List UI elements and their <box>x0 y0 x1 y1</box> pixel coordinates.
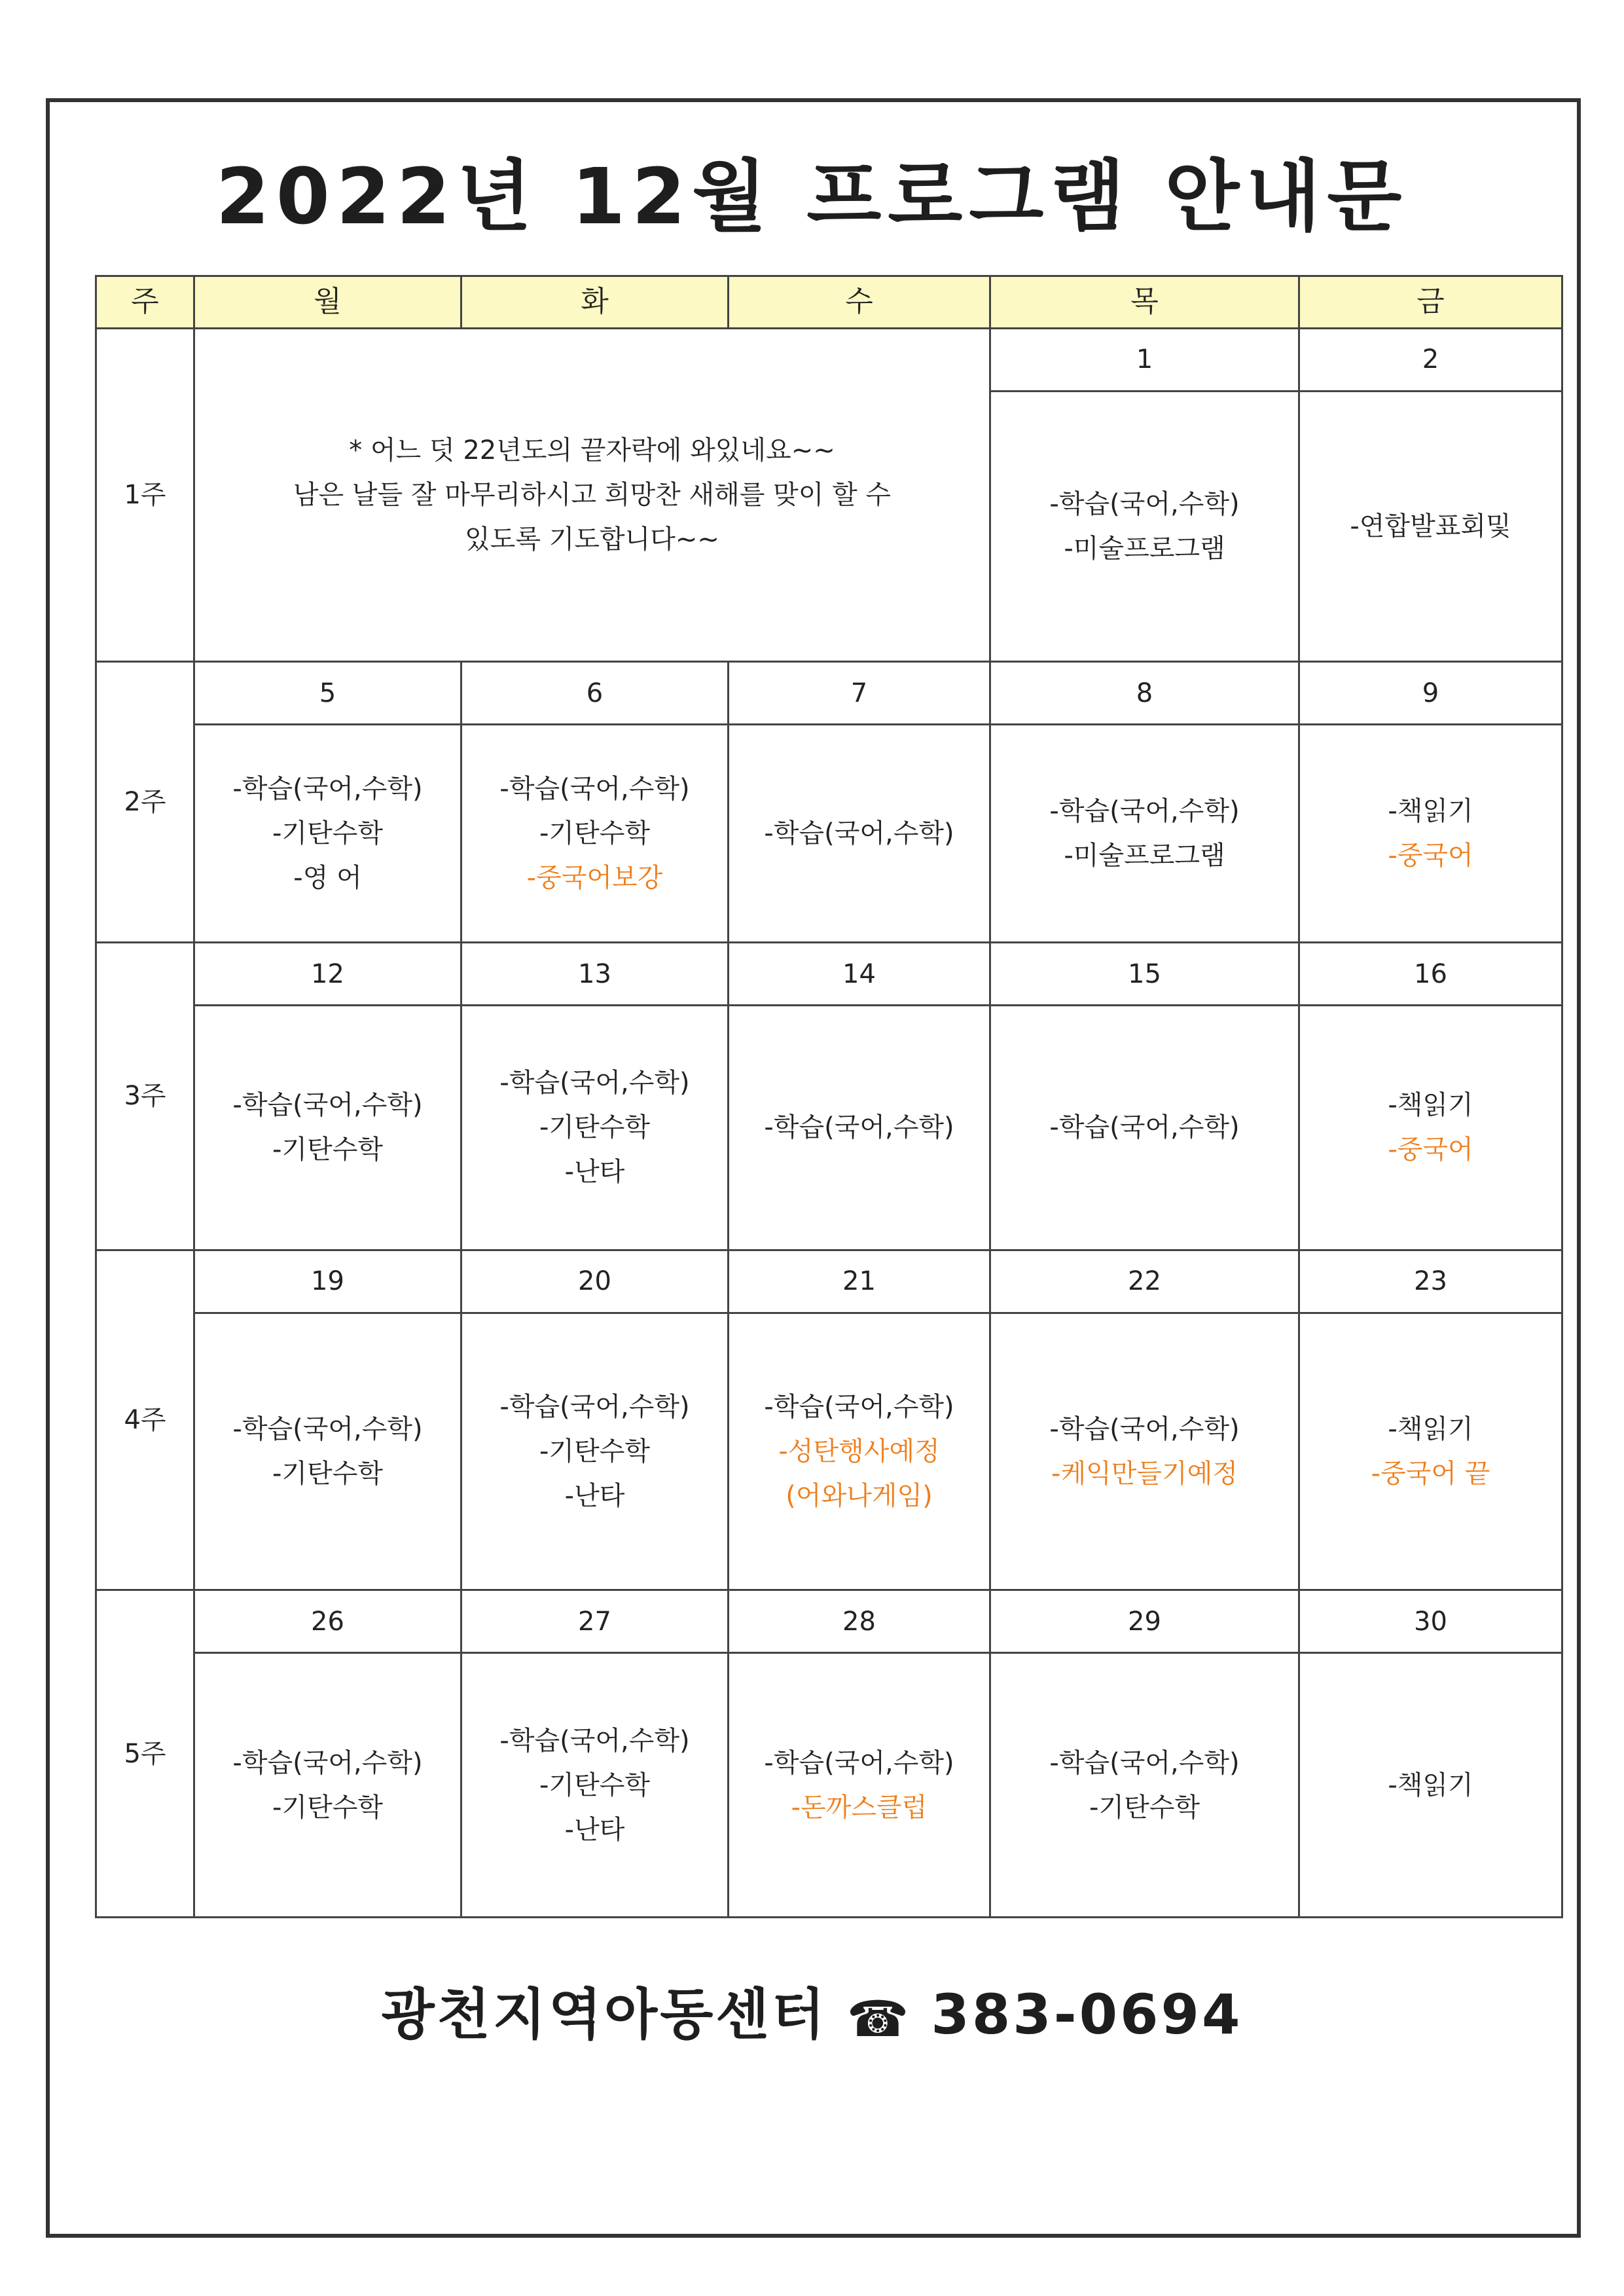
page-title: 2022년 12월 프로그램 안내문 <box>215 151 1409 242</box>
date-number: 9 <box>1299 662 1562 725</box>
notice-message <box>194 328 990 662</box>
day-activities <box>461 1313 729 1590</box>
week3-date-row <box>96 943 1562 1006</box>
footer-contact <box>0 1971 1624 2050</box>
date-number: 29 <box>990 1590 1299 1653</box>
date-number: 20 <box>461 1250 729 1313</box>
activity: -학습(국어,수학) <box>764 1747 954 1778</box>
day-activities <box>461 1653 729 1918</box>
week4-activity-row <box>96 1313 1562 1590</box>
activity: -학습(국어,수학) <box>232 1413 423 1444</box>
activity: -학습(국어,수학) <box>1049 796 1240 827</box>
program-calendar <box>95 275 1563 1918</box>
day-activities <box>990 1313 1299 1590</box>
day-activities <box>194 1313 461 1590</box>
day-activities <box>461 1006 729 1250</box>
activity: -영 어 <box>293 863 362 894</box>
day-activities <box>194 1006 461 1250</box>
date-number: 7 <box>729 662 990 725</box>
activity: -책읽기 <box>1388 796 1473 827</box>
activity: -기탄수학 <box>272 818 383 849</box>
date-number: 30 <box>1299 1590 1562 1653</box>
day-activities <box>194 725 461 943</box>
header-mon: 월 <box>194 276 461 329</box>
phone-icon: ☎ <box>846 1989 912 2048</box>
activity: -학습(국어,수학) <box>1049 1747 1240 1778</box>
activity: -기탄수학 <box>1089 1792 1200 1823</box>
week5-date-row <box>96 1590 1562 1653</box>
activity: -학습(국어,수학) <box>499 1391 690 1422</box>
activity: -기탄수학 <box>272 1792 383 1823</box>
day-activities <box>461 725 729 943</box>
day-activities <box>1299 725 1562 943</box>
special-activity: -중국어 <box>1388 841 1473 871</box>
day-activities <box>990 725 1299 943</box>
date-number: 28 <box>729 1590 990 1653</box>
day-activities <box>1299 1313 1562 1590</box>
activity: -학습(국어,수학) <box>1049 1112 1240 1143</box>
date-number: 22 <box>990 1250 1299 1313</box>
activity: -학습(국어,수학) <box>1049 1413 1240 1444</box>
date-number: 6 <box>461 662 729 725</box>
activity: -학습(국어,수학) <box>764 1112 954 1143</box>
activity: -학습(국어,수학) <box>499 774 690 805</box>
day-activities <box>990 1653 1299 1918</box>
header-fri: 금 <box>1299 276 1562 329</box>
activity: -난타 <box>564 1814 625 1845</box>
activity: -기탄수학 <box>539 818 650 849</box>
header-wed: 수 <box>729 276 990 329</box>
date-number: 8 <box>990 662 1299 725</box>
date-number: 21 <box>729 1250 990 1313</box>
activity: -기탄수학 <box>272 1135 383 1165</box>
special-activity: -돈까스클럽 <box>791 1792 928 1823</box>
special-activity: -케익만들기예정 <box>1051 1458 1238 1489</box>
activity: -연합발표회및 <box>1350 511 1511 541</box>
date-number: 26 <box>194 1590 461 1653</box>
date-number: 23 <box>1299 1250 1562 1313</box>
activity: -기탄수학 <box>539 1112 650 1143</box>
notice-line: 남은 날들 잘 마무리하시고 희망찬 새해를 맞이 할 수 <box>293 480 892 511</box>
date-number: 12 <box>194 943 461 1006</box>
activity: -학습(국어,수학) <box>1049 489 1240 519</box>
date-number: 5 <box>194 662 461 725</box>
activity: -난타 <box>564 1157 625 1188</box>
day-activities <box>1299 1006 1562 1250</box>
activity: -책읽기 <box>1388 1090 1473 1121</box>
date-number: 2 <box>1299 328 1562 391</box>
phone-number: 383-0694 <box>931 1982 1243 2047</box>
activity: -기탄수학 <box>539 1436 650 1467</box>
date-number: 13 <box>461 943 729 1006</box>
day-activities <box>729 1006 990 1250</box>
special-activity: (어와나게임) <box>785 1480 933 1511</box>
date-number: 14 <box>729 943 990 1006</box>
header-tue: 화 <box>461 276 729 329</box>
activity: -난타 <box>564 1480 625 1511</box>
header-week: 주 <box>96 276 194 329</box>
activity: -학습(국어,수학) <box>764 1391 954 1422</box>
day-activities <box>1299 1653 1562 1918</box>
week4-date-row <box>96 1250 1562 1313</box>
activity: -책읽기 <box>1388 1413 1473 1444</box>
special-activity: -중국어 끝 <box>1371 1458 1490 1489</box>
week-label: 1주 <box>96 328 194 662</box>
day-activities <box>990 391 1299 662</box>
date-number: 27 <box>461 1590 729 1653</box>
day-activities <box>194 1653 461 1918</box>
header-row <box>96 276 1562 329</box>
activity: -학습(국어,수학) <box>499 1068 690 1099</box>
activity: -기탄수학 <box>272 1458 383 1489</box>
activity: -학습(국어,수학) <box>232 1090 423 1121</box>
date-number: 19 <box>194 1250 461 1313</box>
day-activities <box>729 725 990 943</box>
special-activity: -성탄행사예정 <box>778 1436 940 1467</box>
activity: -학습(국어,수학) <box>232 774 423 805</box>
date-number: 16 <box>1299 943 1562 1006</box>
week2-date-row <box>96 662 1562 725</box>
special-activity: -중국어보강 <box>526 863 663 894</box>
header-thu: 목 <box>990 276 1299 329</box>
week1-date-row <box>96 328 1562 391</box>
activity: -미술프로그램 <box>1064 841 1225 871</box>
center-name: 광천지역아동센터 <box>381 1982 827 2047</box>
week2-activity-row <box>96 725 1562 943</box>
week3-activity-row <box>96 1006 1562 1250</box>
activity: -학습(국어,수학) <box>764 818 954 849</box>
day-activities <box>729 1653 990 1918</box>
notice-line: 있도록 기도합니다~~ <box>465 524 719 555</box>
week5-activity-row <box>96 1653 1562 1918</box>
activity: -기탄수학 <box>539 1770 650 1800</box>
activity: -책읽기 <box>1388 1770 1473 1800</box>
day-activities <box>990 1006 1299 1250</box>
week-label: 5주 <box>96 1590 194 1918</box>
date-number: 15 <box>990 943 1299 1006</box>
week-label: 3주 <box>96 943 194 1250</box>
date-number: 1 <box>990 328 1299 391</box>
activity: -학습(국어,수학) <box>499 1725 690 1756</box>
day-activities <box>1299 391 1562 662</box>
activity: -학습(국어,수학) <box>232 1747 423 1778</box>
week-label: 2주 <box>96 662 194 943</box>
day-activities <box>729 1313 990 1590</box>
week-label: 4주 <box>96 1250 194 1590</box>
activity: -미술프로그램 <box>1064 534 1225 564</box>
special-activity: -중국어 <box>1388 1135 1473 1165</box>
notice-line: * 어느 덧 22년도의 끝자락에 와있네요~~ <box>349 435 835 466</box>
